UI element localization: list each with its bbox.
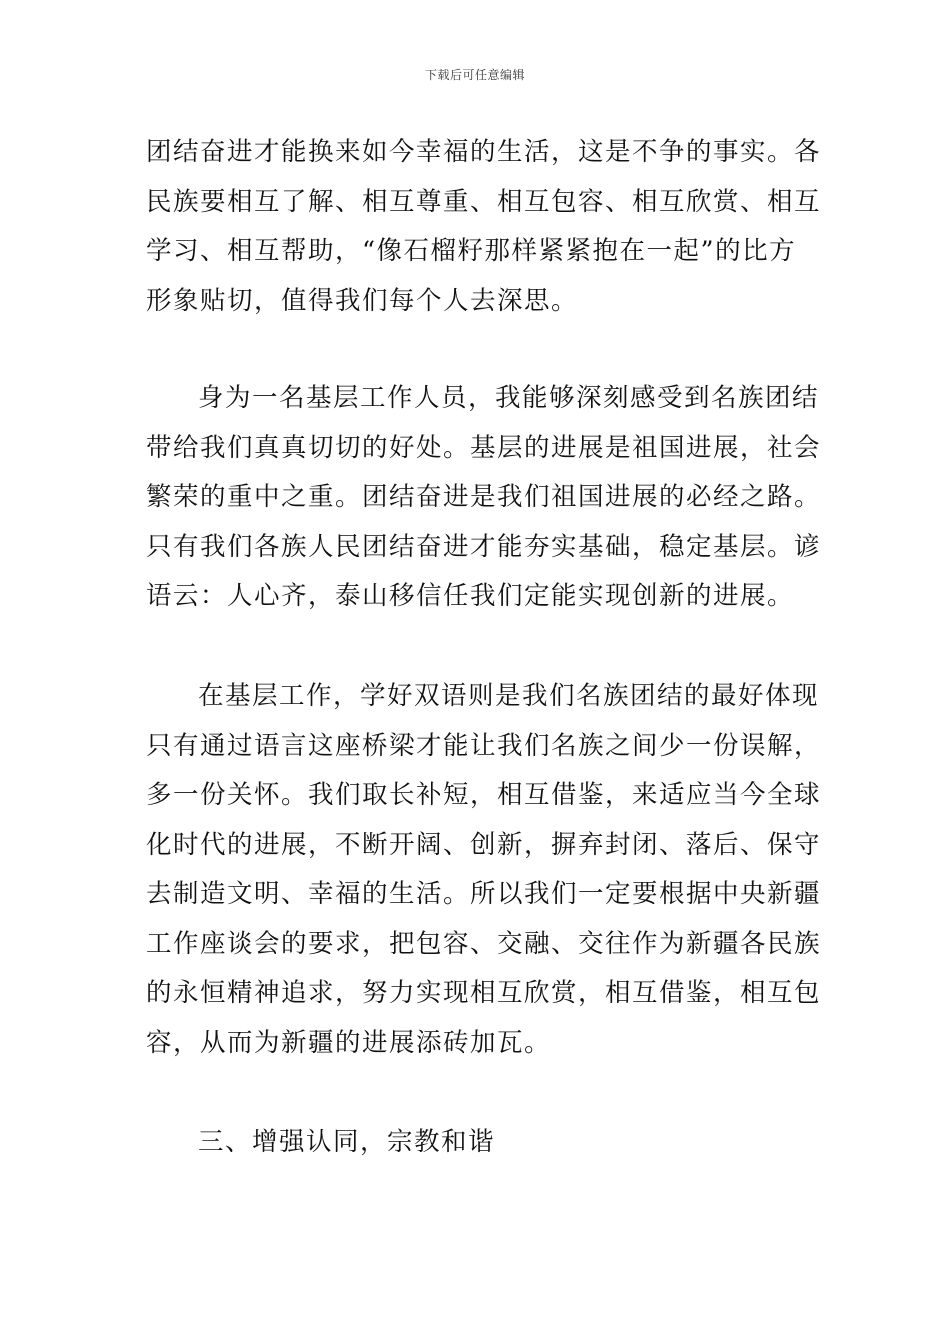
paragraph-line: 只有我们各族人民团结奋进才能夯实基础，稳定基层。谚: [146, 531, 822, 562]
paragraph-line: 形象贴切，值得我们每个人去深思。: [146, 285, 579, 316]
paragraph-line: 带给我们真真切切的好处。基层的进展是祖国进展，社会: [146, 432, 822, 463]
paragraph-line: 多一份关怀。我们取长补短，相互借鉴，来适应当今全球: [146, 780, 822, 810]
paragraph-line: 学习、相互帮助，“像石榴籽那样紧紧抱在一起”的比方: [146, 236, 797, 266]
paragraph-line: 只有通过语言这座桥梁才能让我们名族之间少一份误解，: [146, 730, 822, 761]
paragraph-line: 身为一名基层工作人员，我能够深刻感受到名族团结: [198, 383, 820, 413]
section-heading-text: 三、增强认同，宗教和谐: [198, 1127, 496, 1157]
paragraph-line: 在基层工作，学好双语则是我们名族团结的最好体现: [198, 681, 820, 711]
page-header-note: 下载后可任意编辑: [424, 68, 525, 82]
paragraph-line: 的永恒精神追求，努力实现相互欣赏，相互借鉴，相互包: [146, 978, 822, 1008]
paragraph-continuation: [146, 128, 822, 326]
paragraph-line: 容，从而为新疆的进展添砖加瓦。: [146, 1027, 552, 1058]
paragraph-line: 繁荣的重中之重。团结奋进是我们祖国进展的必经之路。: [146, 482, 822, 512]
paragraph-line: 团结奋进才能换来如今幸福的生活，这是不争的事实。各: [146, 137, 822, 167]
paragraph-grassroots-work: [146, 374, 822, 622]
paragraph-line: 化时代的进展，不断开阔、创新，摒弃封闭、落后、保守: [146, 829, 822, 860]
paragraph-line: 工作座谈会的要求，把包容、交融、交往作为新疆各民族: [146, 928, 822, 959]
paragraph-line: 语云：人心齐，泰山移信任我们定能实现创新的进展。: [146, 581, 795, 611]
section-heading: [146, 1118, 808, 1168]
paragraph-line: 民族要相互了解、相互尊重、相互包容、相互欣赏、相互: [146, 186, 822, 217]
paragraph-bilingual: [146, 672, 822, 1068]
paragraph-line: 去制造文明、幸福的生活。所以我们一定要根据中央新疆: [146, 879, 822, 909]
